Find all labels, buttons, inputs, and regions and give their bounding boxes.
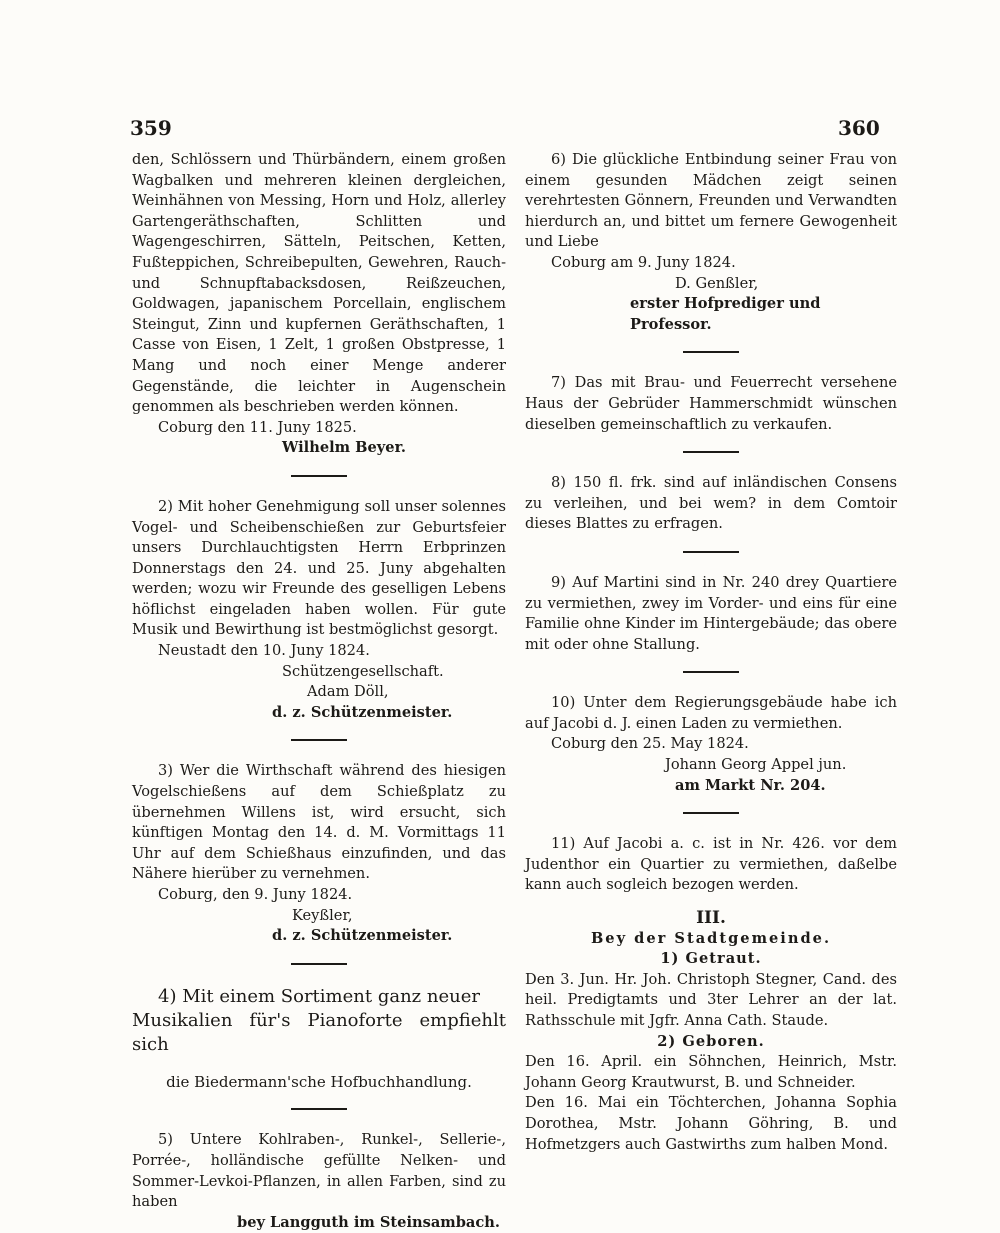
notice-5-text: 5) Untere Kohlraben-, Runkel-, Sellerie-, Porrée-, holländische gefüllte Nelken- und Sommer-Levkoi-Pflanzen, in allen Farben, sind zu haben: [132, 1131, 506, 1211]
notice-2-signature-name: Adam Döll,: [307, 683, 389, 701]
divider: [683, 551, 739, 553]
notice-2-date: Neustadt den 10. Juny 1824.: [158, 642, 370, 660]
notice-10-signature-address: am Markt Nr. 204.: [675, 776, 826, 794]
notice-6-date: Coburg am 9. Juny 1824.: [551, 253, 736, 271]
divider: [683, 812, 739, 814]
notice-8-text: 8) 150 fl. frk. sind auf inländischen Consens zu verleihen, und bei wem? in dem Comtoir dieses Blattes zu erfragen.: [525, 474, 897, 533]
subsection-born-entry-2: Den 16. Mai ein Töchterchen, Johanna Sophia Dorothea, Mstr. Johann Göhring, B. und Hofmetzgers auch Gastwirths zum halben Mond.: [525, 1094, 897, 1153]
notice-3-signature-name: Keyßler,: [292, 906, 353, 924]
notice-6-signature-name: D. Genßler,: [675, 274, 759, 292]
notice-1-signature: Wilhelm Beyer.: [282, 439, 406, 457]
notice-10-text: 10) Unter dem Regierungsgebäude habe ich auf Jacobi d. J. einen Laden zu vermiethen.: [525, 694, 897, 732]
divider: [683, 451, 739, 453]
notice-3-text: 3) Wer die Wirthschaft während des hiesigen Vogelschießens auf dem Schießplatz zu übernehmen Willens ist, wird ersucht, sich künftigen Montag den 14. d. M. Vormittags 11 Uhr auf dem Schießhaus einzufinden, und das Nähere hierüber zu vernehmen.: [132, 762, 506, 883]
notice-5-signature: bey Langguth im Steinsambach.: [237, 1213, 500, 1231]
notice-4-line-2: Musikalien für's Pianoforte empfiehlt sich: [132, 1009, 506, 1055]
notice-6-text: 6) Die glückliche Entbindung seiner Frau von einem gesunden Mädchen zeigt seinen verehrtesten Gönnern, Freunden und Verwandten hierdurch an, und bittet um fernere Gewogenheit und Liebe: [525, 151, 897, 251]
notice-2-text: 2) Mit hoher Genehmigung soll unser solennes Vogel- und Scheibenschießen zur Geburtsfeier unsers Durchlauchtigsten Herrn Erbprinzen Donnerstags den 24. und 25. Juny abgehalten werden; wozu wir Freunde des geselligen Lebens höflichst eingeladen haben wollen. Für gute Musik und Bewirthung ist bestmöglichst gesorgt.: [132, 497, 506, 639]
notice-10-signature-name: Johann Georg Appel jun.: [665, 756, 847, 774]
divider: [291, 963, 347, 965]
divider: [291, 739, 347, 741]
section-number: III.: [696, 908, 726, 929]
divider: [683, 351, 739, 353]
divider: [291, 475, 347, 477]
notice-4-line-3: die Biedermann'sche Hofbuchhandlung.: [166, 1072, 472, 1091]
subsection-born-entry-1: Den 16. April. ein Söhnchen, Heinrich, Mstr. Johann Georg Krautwurst, B. und Schneider.: [525, 1053, 897, 1091]
notice-10-date: Coburg den 25. May 1824.: [551, 735, 749, 753]
notice-1-text: den, Schlössern und Thürbändern, einem großen Wagbalken und mehreren kleinen dergleichen, Weinhähnen von Messing, Horn und Holz, allerley Gartengeräthschaften, Schlitten und Wagengeschirren, Sätteln, Peitschen, Ketten, Fußteppichen, Schreibepulten, Gewehren, Rauch- und Schnupftabacksdosen, Reißzeuchen, Goldwagen, japanischem Porcellain, englischem Steingut, Zinn und kupfernen Geräthschaften, 1 Casse von Eisen, 1 Zelt, 1 großen Obstpresse, 1 Mang und noch einer Menge anderer Gegenstände, die leichter in Augenschein genommen als beschrieben werden können.: [132, 151, 506, 416]
page-number-right: 360: [838, 116, 880, 140]
subsection-married-heading: 1) Getraut.: [660, 950, 762, 968]
divider: [683, 671, 739, 673]
notice-11-text: 11) Auf Jacobi a. c. ist in Nr. 426. vor dem Judenthor ein Quartier zu vermiethen, daßelbe kann auch sogleich bezogen werden.: [525, 835, 897, 894]
notice-3-date: Coburg, den 9. Juny 1824.: [158, 886, 353, 903]
notice-1-date: Coburg den 11. Juny 1825.: [158, 418, 357, 436]
notice-6-signature-title: erster Hofprediger und Professor.: [630, 295, 821, 333]
notice-3-signature-title: d. z. Schützenmeister.: [272, 927, 453, 945]
left-column: [132, 150, 506, 1233]
divider: [291, 1108, 347, 1110]
notice-7-text: 7) Das mit Brau- und Feuerrecht versehene Haus der Gebrüder Hammerschmidt wünschen dieselben gemeinschaftlich zu verkaufen.: [525, 374, 897, 433]
subsection-born-heading: 2) Geboren.: [657, 1032, 765, 1050]
page-number-left: 359: [130, 116, 172, 140]
notice-2-signature-society: Schützengesellschaft.: [282, 662, 444, 680]
right-column: [525, 150, 897, 1155]
section-title: Bey der Stadtgemeinde.: [590, 929, 832, 947]
subsection-married-text: Den 3. Jun. Hr. Joh. Christoph Stegner, Cand. des heil. Predigtamts und 3ter Lehrer an der lat. Rathsschule mit Jgfr. Anna Cath. Staude.: [525, 970, 897, 1029]
notice-4-line-1: 4) Mit einem Sortiment ganz neuer: [158, 985, 480, 1007]
notice-2-signature-title: d. z. Schützenmeister.: [272, 703, 453, 721]
notice-9-text: 9) Auf Martini sind in Nr. 240 drey Quartiere zu vermiethen, zwey im Vorder- und eins für eine Familie ohne Kinder im Hintergebäude; das obere mit oder ohne Stallung.: [525, 573, 897, 653]
